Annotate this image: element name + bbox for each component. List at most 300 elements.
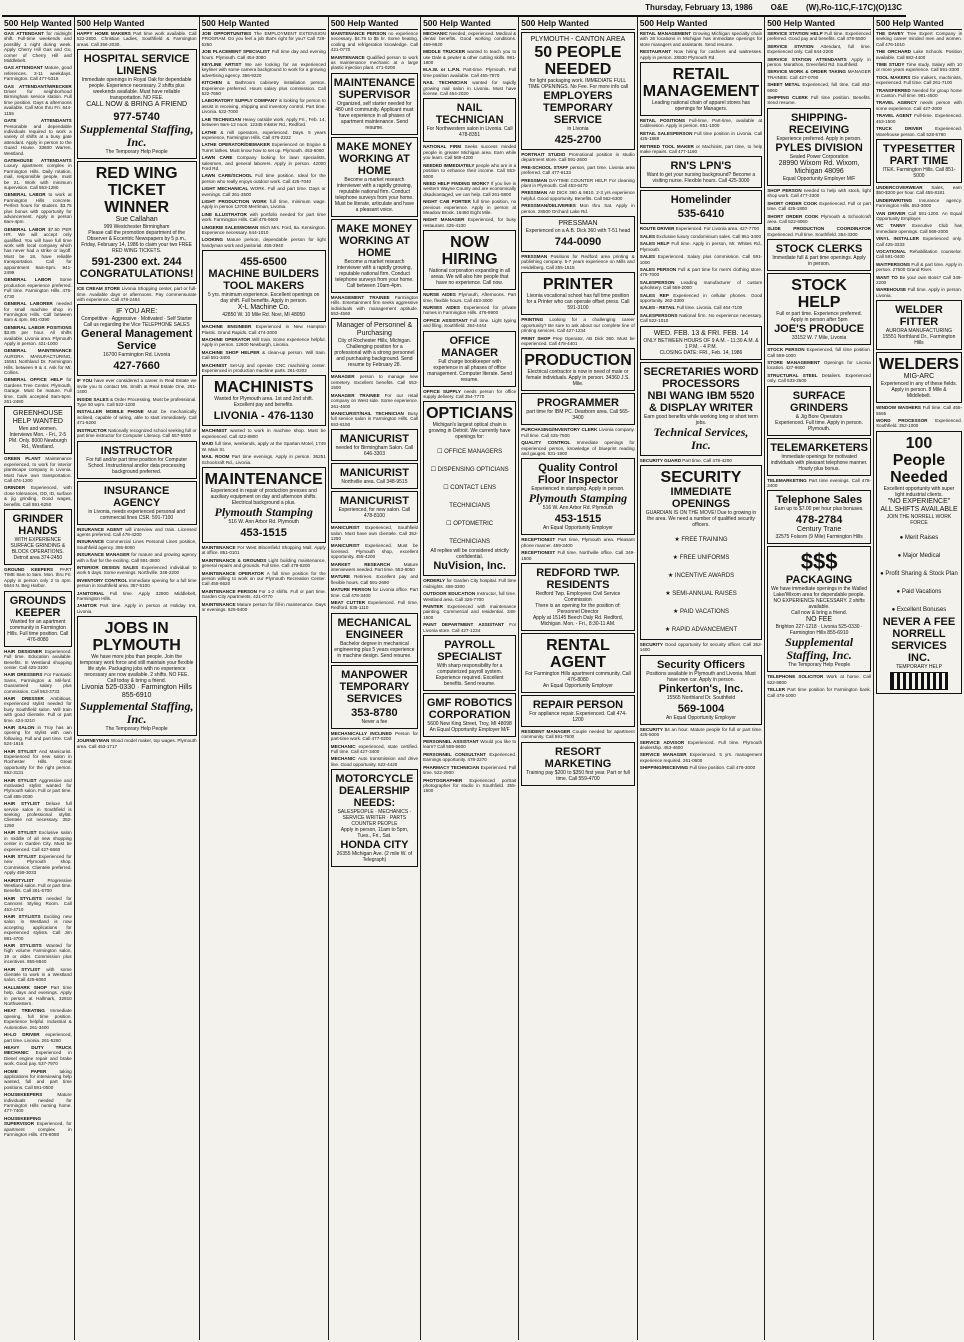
classified-ad xyxy=(202,173,326,184)
display-ad-line: PYLES DIVISION xyxy=(775,141,863,154)
classified-ad xyxy=(4,725,72,747)
display-ad-line: GRINDER HANDS xyxy=(12,513,64,538)
display-ad-line: Homelinder xyxy=(670,194,732,207)
ad-heading: SALES xyxy=(639,233,657,239)
ad-heading: TELEMARKETING xyxy=(767,477,809,483)
classified-ad xyxy=(4,778,72,800)
classified-ad xyxy=(77,565,197,576)
ad-heading: MAIL ROOM xyxy=(201,454,232,460)
ad-heading: ORDERLY xyxy=(423,578,447,584)
ad-body: Luxury apartment complex in Farmington Hills. Daily rotation, mail, responsible people, must be 21. Work with minimum supervision. Call 553-1280 xyxy=(4,163,72,190)
ad-heading: MAINTENANCE OPERATOR xyxy=(201,570,267,576)
ad-heading: MACHINE OPERATOR xyxy=(201,337,253,343)
ad-heading: RESIDENT MANAGER xyxy=(521,728,573,734)
classified-ad xyxy=(4,878,72,894)
display-ad xyxy=(77,616,197,736)
ad-heading: M.A.W. or L.P.N. xyxy=(423,67,464,73)
ad-body: Retirees. Excellent pay and flexible hours. Call 591-2690 xyxy=(330,574,419,585)
ad-heading: JANITORIAL xyxy=(76,590,110,596)
display-ad-line: 453-1515 xyxy=(554,513,602,526)
ad-body: Be your own Boss? Call 349-2200 xyxy=(875,274,962,285)
classified-ad xyxy=(876,236,962,247)
column-grid xyxy=(2,15,962,1340)
ad-column xyxy=(637,17,764,1340)
display-ad-line: PRESSMAN xyxy=(558,220,598,228)
ad-heading: GREEN PLANT xyxy=(4,456,46,462)
ad-body: experienced, state certified. Full time. Call 427-3400 xyxy=(330,743,419,755)
ad-heading: SHIPPING CLERK xyxy=(767,95,811,101)
classified-ad xyxy=(640,234,762,239)
classified-ad xyxy=(202,117,326,128)
ad-body: Part time position for Farmington bank. Call 478-1000 xyxy=(767,687,871,698)
ad-body: & mill operators, experienced. Days. 5 years experience, Farmington Hills. Call 476-2222 xyxy=(201,129,326,140)
classified-ad xyxy=(77,539,197,550)
display-ad xyxy=(521,695,635,727)
display-ad-line: TEMPORARY HELP xyxy=(895,663,942,670)
ad-body: Experienced, full time position. Call 559-1000 xyxy=(767,347,871,358)
ad-body: Experienced, full time. Call 453-6060 xyxy=(767,82,871,93)
ad-body: Mon thru Sat. Apply in person. 28500 Orchard Lake Rd. xyxy=(521,203,635,214)
ad-heading: SERVICE ADVISOR xyxy=(639,739,688,745)
ad-body: Experienced in New Hampton Plastic. Grand Rapids. Call 474-3000 xyxy=(201,324,326,335)
ad-body: Seeks success minded people in greater Michigan area. Earn while you learn. Call 569-4200 xyxy=(423,144,517,161)
classified-ad xyxy=(202,324,326,335)
classified-ad xyxy=(77,552,197,563)
classified-ad xyxy=(202,428,326,439)
ad-heading: SHIPPING/RECEIVING xyxy=(639,765,690,771)
display-ad-line: RN'S LPN'S xyxy=(670,160,732,173)
display-ad-line: Brighton 227-1218 · Livonia 525-0330 · Farmington Hills 855-6910 xyxy=(775,624,863,637)
ad-body: Immediate openings for experienced person, knowledge of blueprint reading and gauges. 531-1900 xyxy=(521,440,635,456)
classified-ad xyxy=(331,587,418,598)
ad-heading: SHOP PERSON xyxy=(767,187,804,193)
ad-column xyxy=(199,17,328,1340)
ad-body: Auto transmission and drive line. Good opportunity. 522-4420 xyxy=(330,756,419,767)
ad-heading: MATURE PERSON xyxy=(330,587,373,593)
display-ad-line: Call now & bring a friend. xyxy=(791,610,848,617)
ad-body: taking applications for interviewing help wanted, full and part time positions. Call 591-0500 xyxy=(4,1068,72,1090)
classified-ad xyxy=(331,295,418,317)
norrell-logo-icon xyxy=(890,672,948,690)
ad-body: Experienced, Southfield salon. Must have own clientele. Call 352-1250 xyxy=(330,525,419,541)
ad-body: Wich Mrs. Ford, 8a. Kensington. Experience necessary. 644-1010 xyxy=(201,224,326,235)
ad-body: needed for small machine shop in Farmington Hills. Call between 8am & 4pm. 981-0390 xyxy=(4,301,72,323)
ad-heading: GENERAL LABOR xyxy=(4,277,60,283)
display-ad-line: 15565 Northland Dr. Southfield xyxy=(666,694,736,701)
display-ad-line: Call us regarding the Vice TELEPHONE SALES xyxy=(83,322,190,329)
display-ad-line: SECRETARIES WORD PROCESSORS xyxy=(643,365,759,390)
ad-body: Ambitious, experienced stylist needed for busy Southfield salon. Will train with good clientele. Full or part time. 424-3210 xyxy=(4,695,72,723)
display-ad xyxy=(423,635,516,691)
ad-heading: LAWN CARE xyxy=(201,155,237,161)
classified-ad xyxy=(767,95,871,106)
ad-body: Immediate opening for a full time person in Southfield area. 357-5100 xyxy=(76,577,197,589)
ad-heading: PERSONNEL CONSULTANT xyxy=(423,751,490,757)
ad-heading: RETIRED TOOL MAKER xyxy=(639,143,696,149)
ad-body: Wood model maker, top wages. Plymouth area. Call 453-1717 xyxy=(76,738,197,749)
ad-body: Full time position. Ideal for the person who really enjoys outdoor work. Call 425-7040 xyxy=(201,173,326,184)
display-ad-line: Supplemental Staffing, Inc. xyxy=(79,699,194,727)
ad-heading: NATIONAL FIRM xyxy=(423,144,465,150)
classified-ad xyxy=(4,1045,72,1067)
display-ad-line: 353-8780 xyxy=(351,706,398,719)
ad-heading: ICE CREAM STORE xyxy=(76,286,122,292)
display-ad-line: An Equal Opportunity Employer xyxy=(665,714,736,721)
ad-heading: ROUTE DRIVER xyxy=(639,226,676,232)
ad-body: Exciting new salon in Westland is now accepting applications for experienced stylists. Call Jim 981-4700 xyxy=(4,913,72,941)
display-ad-line: 516 W. Ann Arbor Rd. Plymouth xyxy=(228,518,299,525)
display-ad-line: Livonia vocational school has full time position for a Printer who can operate offset press. Call 591-3100 xyxy=(526,293,630,312)
ad-body: in Troy has an opening for stylist with own following. Full and part time. Call 524-1616 xyxy=(4,724,72,747)
display-ad xyxy=(767,490,871,544)
ad-body: Growing Michigan specialty chain with 26 locations in Michigan has immediate openings for store managers and assistants. Send resume. xyxy=(639,31,763,47)
classified-ad xyxy=(876,262,962,273)
ad-body: Looking for a challenging career opportunity? Be sure to ask about our complete line of printing services. Call 427-1234 xyxy=(521,317,635,334)
ad-heading: HAIR STYLISTS xyxy=(4,895,47,901)
display-ad xyxy=(331,491,418,523)
ad-body: will interview and train. Licensed agents preferred. Call 478-4200 xyxy=(76,526,197,537)
ad-heading: GAS ATTENDANT/WRECKER xyxy=(4,83,72,89)
classified-ad xyxy=(202,363,326,374)
ad-heading: OFFICE ASSISTANT xyxy=(423,317,470,323)
classified-ad xyxy=(521,537,635,548)
display-ad-line: GROUNDS KEEPER xyxy=(9,594,66,619)
ad-heading: MAID xyxy=(201,441,215,447)
display-ad xyxy=(423,693,516,737)
display-ad-line: 16700 Farmington Rd. Livonia xyxy=(103,352,171,359)
ad-body: Experienced. Warehouse person. Call 528-5780 xyxy=(875,126,962,137)
ad-body: Set-Up and operate CNC machining center. Experienced in production machine parts. 261-0202 xyxy=(201,362,326,374)
ad-body: Full time position in Livonia. Call 425-1888 xyxy=(639,130,763,142)
section-title: 500 Help Wanted xyxy=(4,18,72,28)
display-ad-line: Training pay $200 to $350 first year. Part or full time. Call 559-4700 xyxy=(526,769,630,782)
ad-heading: MACHINE SHOP HELPER xyxy=(201,349,263,355)
ad-heading: NURSES AIDES xyxy=(423,304,464,310)
ad-heading: SECURITY xyxy=(639,726,665,732)
ad-body: Full time position. Call 478-3000 xyxy=(689,765,756,771)
classified-ad xyxy=(423,578,516,589)
classified-ad xyxy=(423,591,516,602)
classified-ad xyxy=(640,642,762,653)
ad-heading: HAIR STYLIST xyxy=(4,801,46,807)
ad-body: wanted for rapidly growing nail salon in Livonia. Must have license. Call 464-2020 xyxy=(423,80,517,97)
ad-heading: MIDDLE TRUCKER xyxy=(423,49,468,55)
display-ad-line: Earn up to $7.00 per hour plus bonuses. xyxy=(774,506,864,513)
classified-ad xyxy=(331,731,418,742)
display-ad-line: CALL NOW & BRING A FRIEND xyxy=(86,101,188,109)
ad-heading: SERVICE STATION ATTENDANTS xyxy=(767,56,852,62)
classified-ad xyxy=(77,428,197,439)
ad-heading: PRE-SCHOOL STAFF xyxy=(521,164,571,170)
display-ad-line: Experienced in any of these fields. Apply in person. 8 Mile & Middlebelt. xyxy=(880,381,958,400)
classified-ad xyxy=(202,31,326,47)
ad-heading: INSIDE SALES xyxy=(76,396,110,402)
display-ad-line: General Management Service xyxy=(81,328,193,353)
ad-heading: NEED HELP FINDING WORK? xyxy=(423,180,491,186)
classified-ad xyxy=(77,527,197,538)
ad-body: full time, minimum wage. Apply in person 13700 Merriman, Livonia. xyxy=(201,198,326,210)
ad-body: Deluxe full service salon in Southfield is seeking professional stylist. Clientele not necessary. 352-1250 xyxy=(4,801,72,828)
ad-body: Experienced. Full time. Education available. Benefits. In Westland shopping center. Call 425-3100 xyxy=(4,648,72,670)
classified-ad xyxy=(202,441,326,452)
display-ad-line: HOSPITAL SERVICE LINENS xyxy=(83,53,190,78)
ad-heading: MAINTENANCE xyxy=(201,601,238,607)
display-ad-line: ★ FREE TRAINING ★ FREE UNIFORMS ★ INCENTIVE AWARDS ★ SEMI-ANNUAL RAISES ★ PAID VACATIONS ★ RAPID ADVANCEMENT xyxy=(664,536,738,633)
display-ad-line: RETAIL MANAGEMENT xyxy=(642,66,760,101)
display-ad xyxy=(521,458,635,535)
ad-heading: GATE ATTENDANTS xyxy=(4,118,72,124)
classified-ad xyxy=(876,185,962,196)
display-ad-line: Excellent opportunity with super light industrial clients. xyxy=(883,485,955,498)
ad-heading: SALES xyxy=(639,254,658,260)
classified-ad xyxy=(4,158,72,190)
classified-ad xyxy=(331,393,418,409)
ad-heading: GENERAL OFFICE HELP xyxy=(4,377,67,383)
ad-heading: MECHANIC xyxy=(330,756,358,762)
ad-body: Insurance agency. Farmington Hills. 553-3000 xyxy=(875,197,962,209)
display-ad-line: 5600 New King Street, Troy, MI 48098 xyxy=(427,721,512,728)
classified-ad xyxy=(423,305,516,316)
ad-heading: INSTRUCTOR xyxy=(76,427,109,433)
display-ad-line: 32575 Folsom (9 Mile) Farmington Hills xyxy=(775,534,863,541)
ad-heading: GRINDER xyxy=(4,485,31,491)
classified-ad xyxy=(77,378,197,394)
classified-ad xyxy=(640,280,762,291)
ad-heading: GAS ATTENDANT xyxy=(4,31,47,36)
ad-heading: HAIR STYLIST xyxy=(4,748,39,754)
display-ad-line: NuVision, Inc. xyxy=(433,560,506,573)
ad-heading: TRUCK DRIVER xyxy=(875,126,936,132)
classified-ad xyxy=(423,752,516,763)
display-ad-line: Experience preferred. Apply in person. xyxy=(776,135,862,142)
ad-column xyxy=(74,17,199,1340)
display-ad-line: PLYMOUTH - CANTON AREA xyxy=(530,36,626,43)
ad-heading: PRESSMAN/DELIVERIES xyxy=(521,203,580,209)
ad-heading: UNDERCOVERWEAR xyxy=(875,184,932,190)
classified-ad xyxy=(521,729,635,740)
display-ad-line: GUARDIAN IS ON THE MOVE! Due to growing in the area. We need a number of qualified security officers. xyxy=(645,509,757,528)
display-ad-line: RENTAL AGENT xyxy=(546,636,610,671)
ad-body: Full time. Livonia. Call 464-7100 xyxy=(676,305,743,311)
section-title: 500 Help Wanted xyxy=(767,17,871,30)
ad-body: Full time. Light typing and filing. Southfield. 354-4444 xyxy=(423,317,517,329)
ad-body: For Fantastic Sams, Farmington & Mil-ford. Guaranteed salary plus commission. Call 553-3733 xyxy=(4,672,72,694)
classified-ad xyxy=(423,163,516,179)
display-ad xyxy=(202,467,326,543)
ad-heading: HAIR STYLISTS xyxy=(4,913,44,919)
display-ad-line: WELDER FITTER xyxy=(895,304,943,329)
display-ad-line: For full and/or part time position for Computer School. Instructional and/or data processing background preferred. xyxy=(86,456,188,475)
display-ad-line: We have immediate openings in the Walled Lake/Wixom area for dependable people. NO EXPERIENCE NECESSARY. 2 shifts available. xyxy=(771,586,868,611)
ad-heading: PORTRAIT STUDIO xyxy=(521,152,569,157)
ad-heading: MAINTENANCE xyxy=(201,544,238,550)
display-ad-line: Livonia 525-0330 · Farmington Hills 855-6910 xyxy=(81,684,192,700)
display-ad-line: An Equal Opportunity Employer xyxy=(542,682,613,689)
display-ad xyxy=(876,352,962,403)
classified-ad xyxy=(202,337,326,348)
ad-body: Full time. Apply 32900 Middlebelt, Farmington Hills. xyxy=(76,590,197,601)
classified-ad xyxy=(876,62,962,73)
display-ad-line: RED WING TICKET WINNER xyxy=(95,165,178,217)
ad-body: Die makers, machinists, experienced. Full time. Call 261-7100 xyxy=(875,74,962,86)
display-ad-line: SALESPEOPLE · MECHANICS · SERVICE WRITER · PARTS COUNTER PEOPLE xyxy=(337,809,412,828)
display-ad xyxy=(331,769,418,867)
ad-body: or Machinist, part time, to help make repairs. Call 477-1160 xyxy=(639,143,763,155)
classified-ad xyxy=(4,1116,72,1138)
classified-ad xyxy=(640,226,762,231)
classified-ad xyxy=(331,574,418,585)
display-ad xyxy=(331,219,418,293)
display-ad xyxy=(640,190,762,224)
ad-body: Full time. Apply in person. Livonia. xyxy=(875,287,962,298)
ad-body: Part time. Apply in person at Holiday Inn, Livonia. xyxy=(76,603,197,614)
ad-body: Now hiring for cashiers and waitresses. Apply in person. 28830 Plymouth Rd. xyxy=(639,49,763,60)
classified-ad xyxy=(331,756,418,767)
classified-ad xyxy=(521,336,635,347)
display-ad xyxy=(640,655,762,725)
ad-heading: UNDERWRITING xyxy=(875,197,920,203)
ad-body: Experienced. Full time, Redford. 535-1110 xyxy=(330,600,419,611)
ad-body: For 1-2 shifts. Full or part time. Garden City Apartments. 421-0770 xyxy=(201,588,326,600)
ad-body: Experienced for new Plymouth shop. Commission. Clientele preferred. Apply 459-3033 xyxy=(4,853,72,876)
ad-body: Attendant, full time. Experienced only. Call 644-2200 xyxy=(767,43,871,55)
ad-heading: WANT TO xyxy=(875,274,900,280)
classified-ad xyxy=(640,241,762,252)
ad-heading: SHORT ORDER COOK xyxy=(767,213,821,219)
display-ad-line: needed for Birmingham Salon. Call 646-3303 xyxy=(335,445,414,458)
ad-heading: MANICURIST xyxy=(330,543,366,549)
classified-ad xyxy=(202,142,326,153)
ad-heading: NEEDED IMMEDIATELY xyxy=(423,162,476,168)
classified-ad xyxy=(423,49,516,65)
classified-ad xyxy=(876,100,962,111)
display-ad-line: INSURANCE AGENCY xyxy=(103,484,170,509)
classified-ad xyxy=(521,165,635,176)
ad-body: Experienced. 5 yrs. management experience required. 261-0600 xyxy=(639,752,763,763)
ad-heading: OUTDOOR EDUCATION xyxy=(423,591,477,597)
ad-heading: OFFICE SUPPLY xyxy=(423,388,465,394)
display-ad-line: Immediate openings in Royal Oak for dependable people. Experience necessary. 2 shifts plus weekends available. Must have reliable transportation. NO FEE. xyxy=(81,77,192,102)
display-ad-line: There is an opening for the position of: Personnel Director xyxy=(535,602,621,615)
ad-heading: KITCHEN xyxy=(201,80,228,86)
ad-heading: MECHANIC xyxy=(330,743,359,749)
display-ad-line: Sue Callahan xyxy=(115,216,158,224)
display-ad-line: Security Officers xyxy=(656,658,745,671)
ad-heading: NAIL TECHNICIAN xyxy=(423,80,473,86)
classified-ad xyxy=(423,765,516,776)
ad-heading: MACHINIST xyxy=(201,362,230,368)
display-ad-line: GMF ROBOTICS CORPORATION xyxy=(426,697,513,722)
ad-heading: LABORATORY SUPPLY COMPANY xyxy=(201,98,279,104)
display-ad xyxy=(202,250,326,322)
classified-ad xyxy=(202,571,326,587)
ad-body: Positions for Redford area printing & publishing company. 5-7 years experience on Mills and Heidelberg. Call 255-1515 xyxy=(521,254,635,270)
ad-body: Driver for neighborhood Birmingham service station. Full time position. Days & afternoons available. Call Mon thru Fri. 644-1155 xyxy=(4,89,72,116)
ad-column xyxy=(328,17,420,1340)
classified-ad xyxy=(521,440,635,456)
ad-body: Instructor, full time. Westland area. Call 326-7700 xyxy=(423,591,517,602)
display-ad-line: STOCK CLERKS xyxy=(775,243,863,256)
classified-ad xyxy=(767,31,871,42)
classified-ad xyxy=(331,31,418,53)
classified-ad xyxy=(521,317,635,333)
display-ad-line: in Livonia xyxy=(567,126,589,132)
display-ad-line: TELEMARKETERS xyxy=(770,441,868,454)
ad-body: We are looking for an experienced keyliner with some camera background to work for a growing advertising agency. 356-9220 xyxy=(201,62,326,78)
ad-heading: THE DAVEY xyxy=(875,31,907,36)
ad-heading: MANAGER xyxy=(330,374,360,380)
display-ad-line: MAINTENANCE xyxy=(204,470,323,488)
display-ad-line: Electrical contractor is now in need of male or female individuals. Apply in person. 34360 J.S. Mile. xyxy=(526,369,630,388)
ad-heading: INVENTORY CONTROL xyxy=(76,577,129,583)
ad-heading: SALESPERSONS xyxy=(639,312,680,318)
ad-body: Full & part time for men's clothing store. 478-7000 xyxy=(639,266,763,278)
ad-body: Wanted for high volume Farmington salon, 19 or older. Commission plus incentives. 855-8840 xyxy=(4,943,72,965)
ad-heading: LIGHT PRODUCTION WORK xyxy=(201,198,270,204)
ad-body: Full & part time. Apply in person. 27500 Grand River. xyxy=(875,261,962,273)
classified-ad xyxy=(423,80,516,96)
ad-heading: SALES - RETAIL xyxy=(639,305,677,311)
ad-body: person, part time. Livonia area preferred. Call 477-6133 xyxy=(521,164,635,176)
display-ad xyxy=(331,318,418,372)
ad-heading: STORE MANAGEMENT xyxy=(767,359,824,365)
ad-heading: JOB PLACEMENT SPECIALIST xyxy=(201,49,272,55)
classified-ad xyxy=(876,31,962,47)
display-ad-line: An Equal Opportunity Employer xyxy=(542,525,613,532)
display-ad-line: Call today & bring a friend. xyxy=(107,678,167,685)
display-ad-line: Experienced in stamping. Apply in person. xyxy=(531,486,625,493)
ad-body: Livonia Shopping center, part or full-time. Available days or afternoons. Pay commensurate with experience. Call 478-2484 xyxy=(76,286,197,303)
ad-heading: PAINT DEPARTMENT ASSISTANT xyxy=(423,622,510,628)
ad-body: Some production experience preferred. Full time. Farmington Hills. 476-4730 xyxy=(4,277,72,299)
display-ad-line: ☐ OFFICE MANAGERS ☐ DISPENSING OPTICIANS ☐ CONTACT LENS TECHNICIANS ☐ OPTOMETRIC TECHNICIANS xyxy=(430,449,509,546)
display-ad-line: SECURITY xyxy=(660,468,742,486)
classified-ad xyxy=(423,199,516,215)
display-ad-line: MIG-ARC xyxy=(903,373,935,381)
display-ad-line: Experienced, for new salon. Call 478-8100 xyxy=(338,507,411,520)
ad-heading: SERVICE STATION HELP xyxy=(767,31,825,36)
classified-ad xyxy=(876,49,962,60)
display-ad xyxy=(521,563,635,631)
ad-heading: HI-LO DRIVER xyxy=(4,1032,46,1038)
ad-body: wanted to work in machine shop. Must be experienced. Call 422-8800 xyxy=(201,428,326,439)
classified-ad xyxy=(876,223,962,234)
ad-body: Personable and dependable individuals required to work a variety of shifts at a busy gate attendant. Apply in person to the Guard House. 33600 Warren, Westland. xyxy=(4,123,72,156)
display-ad-line: 535-6410 xyxy=(677,208,725,221)
display-ad-line: 26355 Michigan Ave. (2 mile W. of Telegraph) xyxy=(336,851,413,864)
display-ad-line: MECHANICAL ENGINEER xyxy=(337,616,412,641)
display-ad-line: Experienced on a A.B. Dick 360 with T-51 head xyxy=(525,228,631,235)
ad-heading: HAIR STYLIST xyxy=(4,777,39,783)
classified-ad xyxy=(202,186,326,197)
ad-body: no experience necessary. $4.75 to $5 hr. Some heating, cooling and refrigeration knowledge. Call 421-0770 xyxy=(330,31,419,53)
ad-heading: LOOKING xyxy=(201,237,227,243)
display-ad-line: REPAIR PERSON xyxy=(532,698,624,711)
ad-body: Call 591-1200. An Equal Opportunity Employer. xyxy=(875,210,962,221)
ad-heading: GENERAL LABOR xyxy=(4,226,49,232)
classified-ad xyxy=(423,604,516,620)
ad-heading: SERVICE WORK & ORDER TAKING xyxy=(767,69,848,75)
ad-heading: SHORT ORDER COOK xyxy=(767,200,820,206)
display-ad xyxy=(77,481,197,525)
ad-body: Experienced, with close tolerances, OD, ID, surface & jig grinding. Good wages, benefits. Call 591-6250 xyxy=(4,485,72,507)
ad-body: Light building maintenance, general repairs and grounds. Full time. Call 478-8200 xyxy=(201,557,326,569)
classified-ad xyxy=(767,188,871,199)
ad-body: Prep Operator, AB Dick 360. Must be experienced. Call 478-4401 xyxy=(521,335,635,346)
display-ad-line: 478-2784 xyxy=(795,514,843,527)
ad-heading: MACHINIST xyxy=(201,428,230,434)
ad-body: DAYTIME COUNTER HELP. For cleaning plant in Plymouth. Call 453-6470 xyxy=(521,177,635,189)
